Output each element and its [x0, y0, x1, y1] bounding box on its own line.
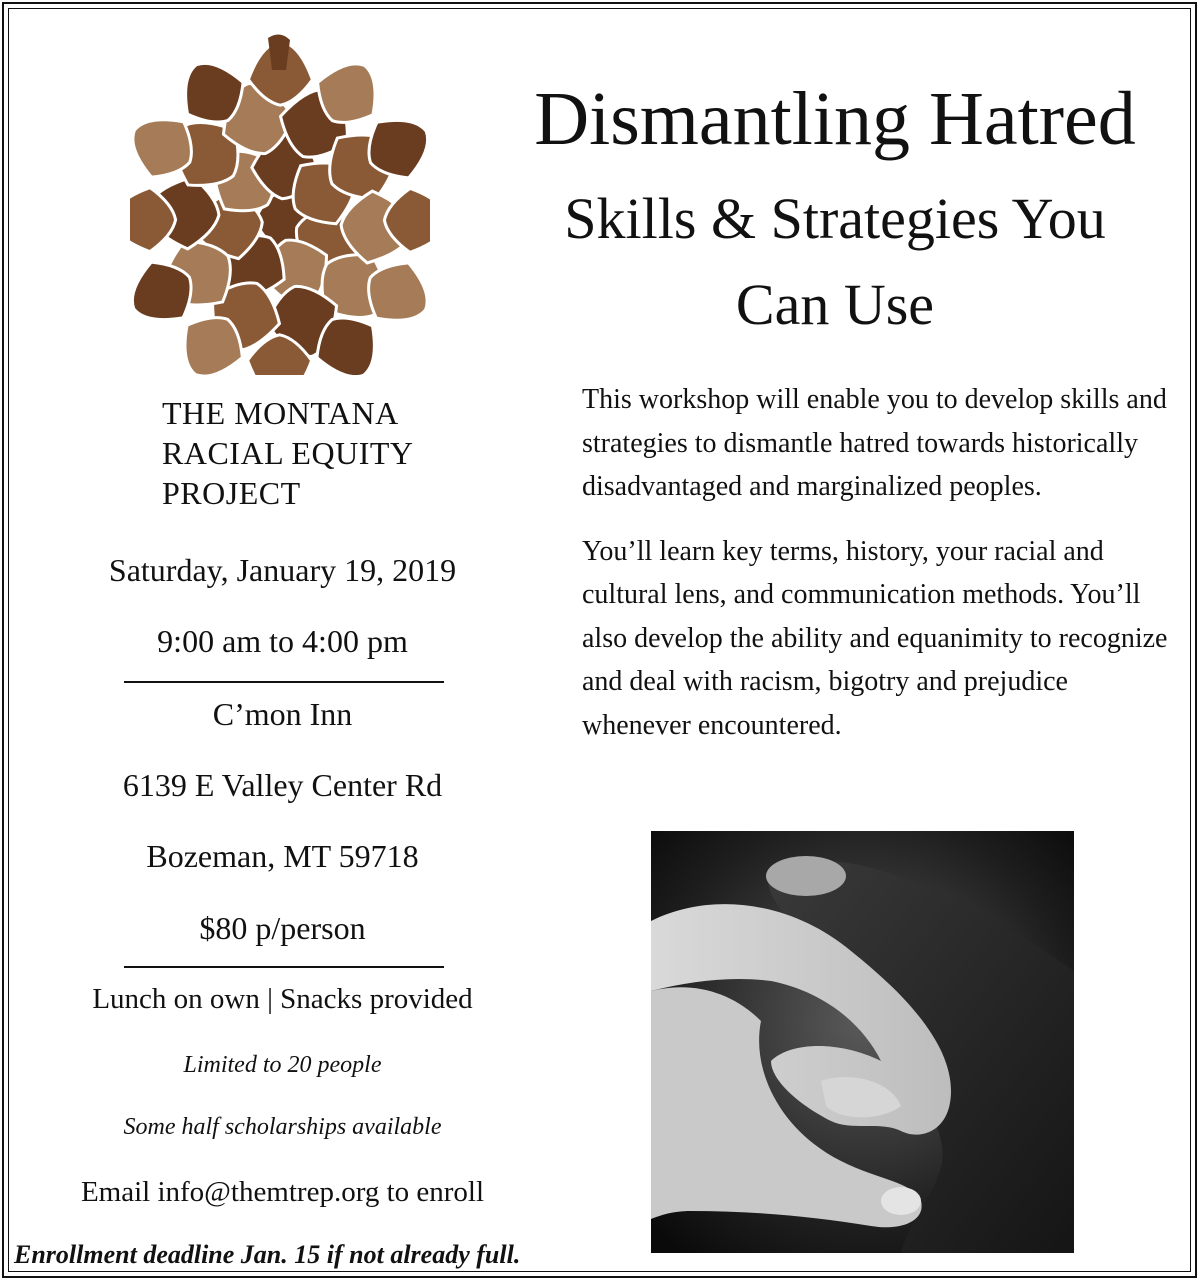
event-scholarships: Some half scholarships available [123, 1114, 442, 1140]
clasped-hands-photo [651, 831, 1074, 1253]
event-city: Bozeman, MT 59718 [146, 838, 419, 874]
subtitle-line-1: Skills & Strategies You [564, 186, 1106, 251]
org-name-line-3: PROJECT [162, 475, 301, 511]
pinecone-logo-icon [130, 30, 430, 375]
event-time: 9:00 am to 4:00 pm [157, 623, 408, 659]
event-street: 6139 E Valley Center Rd [122, 767, 443, 803]
description-paragraph-2: You’ll learn key terms, history, your racial and cultural lens, and communication methods. You’ll also develop the ability and equanimity to recognize and deal with racism, bigotry and prejudice whenever encountered. [582, 535, 1168, 741]
divider-1 [124, 681, 444, 683]
page-subtitle [470, 176, 1200, 348]
organization-name [162, 393, 414, 513]
event-date: Saturday, January 19, 2019 [108, 552, 457, 588]
title-block [470, 78, 1200, 348]
event-venue: C’mon Inn [212, 696, 353, 732]
event-limit: Limited to 20 people [183, 1052, 382, 1078]
event-price: $80 p/person [199, 910, 366, 946]
enrollment-deadline: Enrollment deadline Jan. 15 if not already full. [14, 1240, 521, 1269]
page-title: Dismantling Hatred [534, 77, 1136, 161]
event-meals: Lunch on own | Snacks provided [92, 983, 473, 1015]
org-name-line-2: RACIAL EQUITY [162, 435, 414, 471]
enroll-email: Email info@themtrep.org to enroll [80, 1176, 485, 1208]
description-paragraph-1: This workshop will enable you to develop skills and strategies to dismantle hatred towards historically disadvantaged and marginalized peoples. [582, 384, 1167, 502]
divider-2 [124, 966, 444, 968]
org-name-line-1: THE MONTANA [162, 395, 399, 431]
workshop-description [582, 378, 1182, 747]
subtitle-line-2: Can Use [735, 272, 935, 337]
